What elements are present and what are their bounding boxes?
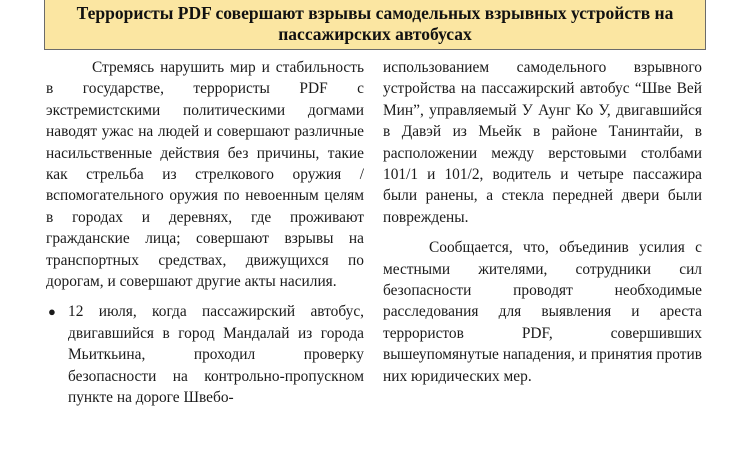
left-column <box>46 57 364 409</box>
incident-list <box>46 301 364 408</box>
headline-line-2: пассажирских автобусах <box>278 24 472 44</box>
bullet-icon: ● <box>48 304 56 320</box>
investigation-paragraph: Сообщается, что, объединив усилия с местными жителями, сотрудники сил безопасности проводят необходимые расследования для выявления и ареста террористов PDF, совершивших вышеупомянутые нападения, и принятия против них юридических мер. <box>383 239 702 385</box>
right-column <box>383 57 702 387</box>
incident-list-item <box>48 301 364 408</box>
intro-paragraph: Стремясь нарушить мир и стабильность в государстве, террористы PDF с экстремистскими политическими догмами наводят ужас на людей и совершают различные насильственные действия без причины, такие как стрельба из стрелкового оружия / вспомогательного оружия по невоенным целям в городах и деревнях, где проживают гражданские лица; совершают взрывы на транспортных средствах, движущихся по дорогам, и совершают другие акты насилия. <box>46 59 364 291</box>
article-headline <box>44 0 706 50</box>
incident-text: 12 июля, когда пассажирский автобус, двигавшийся в город Мандалай из города Мьиткьина, проходил проверку безопасности на контрольно-пропускном пункте на дороге Швебо- <box>68 303 364 407</box>
continuation-paragraph: использованием самодельного взрывного устройства на пассажирский автобус “Шве Вей Мин”, управляемый У Аунг Ко У, двигавшийся в Давэй из Мьейк в районе Танинтайи, в расположении между верстовыми столбами 101/1 и 101/2, водитель и четыре пассажира были ранены, а стекла передней двери были повреждены. <box>383 59 702 226</box>
headline-line-1: Террористы PDF совершают взрывы самодельных взрывных устройств на <box>76 3 674 23</box>
